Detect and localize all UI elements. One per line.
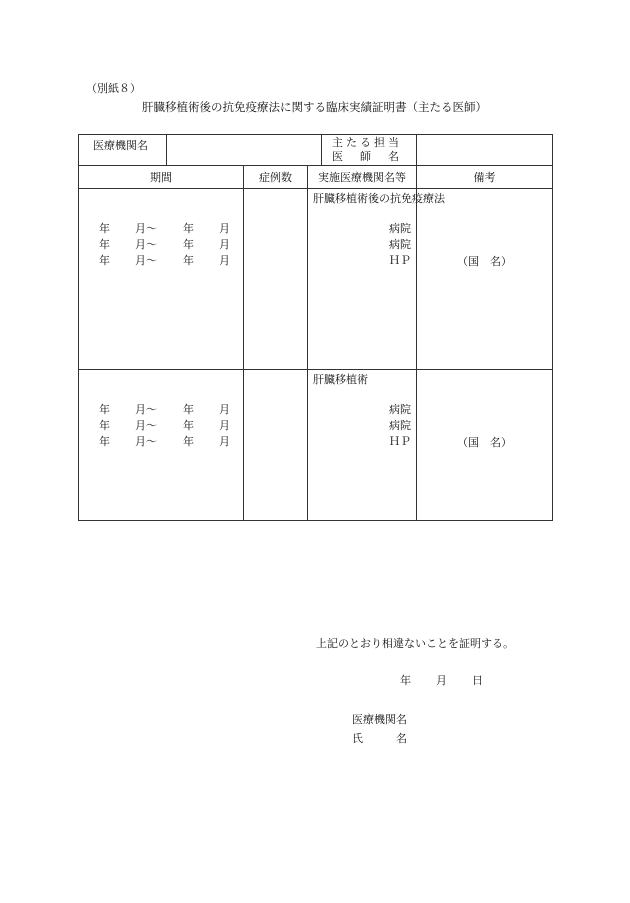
- month-label: 月: [436, 674, 447, 687]
- date-line: 年 月～ 年 月: [99, 222, 230, 235]
- period-cell[interactable]: [79, 370, 244, 521]
- header-row: [79, 135, 553, 166]
- cases-header: 症例数: [244, 166, 308, 189]
- remarks-cell[interactable]: [417, 370, 553, 521]
- period-header: 期間: [79, 166, 244, 189]
- institution-label: 医療機関名: [93, 139, 148, 152]
- date-line: 年 月～ 年 月: [99, 403, 230, 416]
- certification-statement: 上記のとおり相違ないことを証明する。: [316, 637, 514, 650]
- date-line: 年 月～ 年 月: [99, 254, 230, 267]
- doctor-label-line1: 主たる担当: [332, 136, 403, 149]
- country-remark: （国 名）: [457, 255, 513, 268]
- date-line: 年 月～ 年 月: [99, 238, 230, 251]
- document-title: 肝臓移植術後の抗免疫療法に関する臨床実績証明書（主たる医師）: [142, 100, 487, 114]
- hospital-label: 病院: [389, 238, 412, 251]
- record-table: [78, 134, 553, 521]
- section-title: 肝臓移植術後の抗免疫療法: [313, 192, 445, 205]
- remarks-cell[interactable]: [417, 189, 553, 370]
- remarks-header: 備考: [417, 166, 553, 189]
- institution-name-field[interactable]: [167, 135, 322, 166]
- date-line: 年 月～ 年 月: [99, 435, 230, 448]
- doctor-name-field[interactable]: [417, 135, 553, 166]
- signature-name-label: 氏 名: [352, 732, 407, 745]
- date-line: 年 月～ 年 月: [99, 419, 230, 432]
- institution-cell[interactable]: [308, 189, 445, 370]
- section-row: [79, 370, 553, 521]
- hospital-label: 病院: [389, 222, 412, 235]
- doctor-label-line2: 医 師 名: [332, 150, 403, 163]
- section-row: [79, 189, 553, 370]
- certification-date: [400, 672, 483, 688]
- signature-institution-label: 医療機関名: [352, 713, 407, 726]
- country-remark: （国 名）: [457, 436, 513, 449]
- hospital-label: 病院: [389, 419, 412, 432]
- doctor-label-cell: [322, 135, 417, 166]
- institution-label-cell: [79, 135, 167, 166]
- hp-label: ＨＰ: [389, 435, 412, 448]
- institution-header: 実施医療機関名等: [308, 166, 417, 189]
- cases-cell[interactable]: [244, 189, 308, 370]
- column-header-row: [79, 166, 553, 189]
- year-label: 年: [400, 674, 411, 687]
- hp-label: ＨＰ: [389, 254, 412, 267]
- cases-cell[interactable]: [244, 370, 308, 521]
- hospital-label: 病院: [389, 403, 412, 416]
- institution-cell[interactable]: [308, 370, 417, 521]
- period-cell[interactable]: [79, 189, 244, 370]
- day-label: 日: [472, 674, 483, 687]
- section-title: 肝臓移植術: [313, 373, 368, 386]
- attachment-label: （別紙８）: [86, 82, 141, 95]
